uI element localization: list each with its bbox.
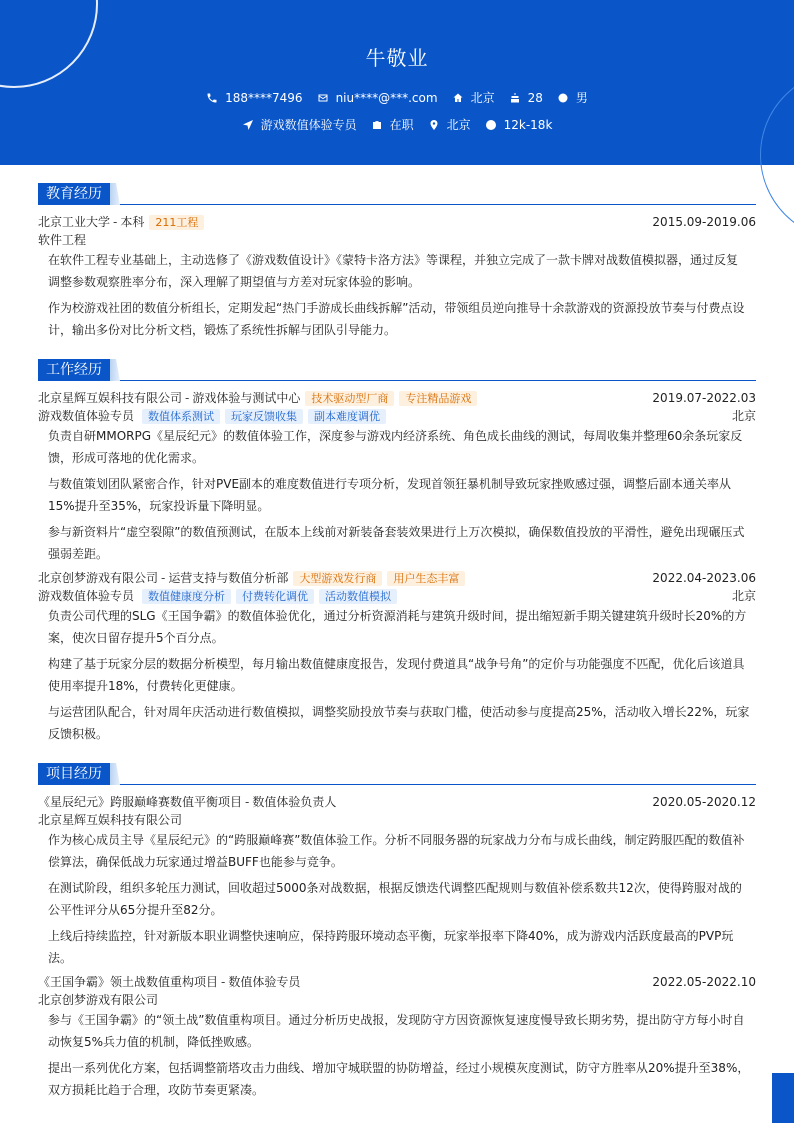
money-icon [485, 119, 497, 131]
job-city: 北京 [731, 409, 756, 423]
separator: - [185, 391, 190, 405]
project-company: 北京创梦游戏有限公司 [38, 993, 159, 1007]
decorative-corner-bar [772, 1073, 794, 1123]
projects-section-title [38, 763, 756, 785]
major: 软件工程 [38, 233, 87, 247]
separator: - [113, 215, 118, 229]
list-item: 提出一系列优化方案，包括调整箭塔攻击力曲线、增加守城联盟的协防增益，经过小规模灰度测试，防守方胜率从20%提升至38%， 双方损耗比趋于合理，攻防节奏更紧凑。 [48, 1061, 750, 1097]
role: 游戏数值体验专员 [38, 409, 135, 423]
section-label: 教育经历 [38, 183, 110, 205]
list-item: 在测试阶段，组织多轮压力测试，回收超过5000条对战数据，根据反馈迭代调整匹配规则与数值补偿系数共12次，使得跨服对战的 公平性评分从65分提升至82分。 [48, 881, 742, 917]
email-icon [317, 92, 329, 104]
skill-tag: 付费转化调优 [236, 589, 314, 604]
project-header [38, 793, 756, 811]
phone-icon [206, 92, 218, 104]
list-item: 构建了基于玩家分层的数据分析模型，每月输出数值健康度报告，发现付费道具“战争号角”的定价与功能强度不匹配，优化后该道具 使用率提升18%，付费转化更健康。 [48, 657, 745, 693]
phone-text: 188****7496 [225, 90, 303, 105]
gender-item [557, 89, 588, 106]
project-name: 《星辰纪元》跨服巅峰赛数值平衡项目 [38, 795, 243, 809]
school-name: 北京工业大学 [38, 215, 111, 229]
project-company: 北京星辉互娱科技有限公司 [38, 813, 183, 827]
phone-item [206, 91, 302, 105]
list-item: 与数值策划团队紧密合作，针对PVE副本的难度数值进行专项分析，发现首领狂暴机制导致玩家挫败感过强，调整后副本通关率从 15%提升至35%，玩家投诉量下降明显。 [48, 477, 732, 513]
list-item: 作为核心成员主导《星辰纪元》的“跨服巅峰赛”数值体验工作。分析不同服务器的玩家战力分布与成长曲线，制定跨服匹配的数值补 偿算法，确保低战力玩家通过增益BUFF也能参与竞争。 [48, 833, 745, 869]
project-header [38, 973, 756, 991]
separator: - [221, 975, 226, 989]
email-item [317, 91, 438, 105]
section-label: 项目经历 [38, 763, 110, 785]
job-date: 2019.07-2022.03 [652, 391, 756, 405]
list-item: 上线后持续监控，针对新版本职业调整快速响应，保持跨服环境动态平衡，玩家举报率下降40%，成为游戏内活跃度最高的PVP玩 法。 [48, 929, 734, 965]
location-text: 北京 [470, 91, 495, 105]
title-tail [110, 183, 120, 205]
project-date: 2022.05-2022.10 [652, 975, 756, 989]
skill-tag: 数值体系测试 [142, 409, 220, 424]
salary-item [485, 118, 553, 132]
status-text: 在职 [389, 118, 414, 132]
project-company-row [38, 811, 756, 829]
company-name: 北京创梦游戏有限公司 [38, 571, 159, 585]
skill-tag: 数值健康度分析 [142, 589, 231, 604]
separator: - [161, 571, 166, 585]
job-intent-row [0, 116, 794, 133]
company-tag: 技术驱动型厂商 [305, 391, 394, 406]
department: 游戏体验与测试中心 [192, 391, 301, 405]
role: 游戏数值体验专员 [38, 589, 135, 603]
project-role: 数值体验负责人 [252, 795, 337, 809]
candidate-name: 牛敬业 [365, 46, 429, 70]
list-item: 与运营团队配合，针对周年庆活动进行数值模拟，调整奖励投放节奏与获取门槛，使活动参与度提高25%，活动收入增长22%，玩家 反馈积极。 [48, 705, 750, 741]
job-date: 2022.04-2023.06 [652, 571, 756, 585]
salary-text: 12k-18k [503, 117, 553, 132]
home-icon [452, 92, 464, 104]
major-row [38, 231, 756, 249]
section-label: 工作经历 [38, 359, 110, 381]
briefcase-icon [371, 119, 383, 131]
email-text: niu****@***.com [335, 90, 438, 105]
department: 运营支持与数值分析部 [168, 571, 289, 585]
skill-tag: 玩家反馈收集 [225, 409, 303, 424]
job-city-item [428, 116, 471, 133]
company-name: 北京星辉互娱科技有限公司 [38, 391, 183, 405]
school-tag: 211工程 [149, 215, 204, 230]
company-tag: 大型游戏发行商 [293, 571, 382, 586]
age-text: 28 [527, 90, 543, 105]
company-tag: 用户生态丰富 [387, 571, 465, 586]
job-item [242, 116, 357, 133]
list-item: 作为校游戏社团的数值分析组长，定期发起“热门手游成长曲线拆解”活动，带领组员逆向推导十余款游戏的资源投放节奏与付费点设 计，输出多份对比分析文档，锻炼了系统性拆解与团队引导能力。 [48, 301, 745, 337]
job-city-text: 北京 [446, 118, 471, 132]
degree: 本科 [120, 215, 145, 229]
location-item [452, 89, 495, 106]
list-item: 参与新资料片“虚空裂隙”的数值预测试，在版本上线前对新装备套装效果进行上万次模拟，确保数值投放的平滑性，避免出现碾压式 强弱差距。 [48, 525, 745, 561]
project-date: 2020.05-2020.12 [652, 795, 756, 809]
project-company-row [38, 991, 756, 1009]
work-section-title [38, 359, 756, 381]
location-pin-icon [428, 119, 440, 131]
job-city: 北京 [731, 589, 756, 603]
list-item: 参与《王国争霸》的“领土战”数值重构项目。通过分析历史战报，发现防守方因资源恢复速度慢导致长期劣势，提出防守方每小时自 动恢复5%兵力值的机制，降低挫败感。 [48, 1013, 745, 1049]
job-text: 游戏数值体验专员 [260, 118, 357, 132]
contact-row [0, 89, 794, 106]
skill-tag: 副本难度调优 [308, 409, 386, 424]
list-item: 负责公司代理的SLG《王国争霸》的数值体验优化，通过分析资源消耗与建筑升级时间，提出缩短新手期关键建筑升级时长20%的方 案，使次日留存提升5个百分点。 [48, 609, 747, 645]
skill-tag: 活动数值模拟 [319, 589, 397, 604]
job-header [38, 569, 756, 587]
send-icon [242, 119, 254, 131]
role-row [38, 587, 756, 605]
project-role: 数值体验专员 [228, 975, 301, 989]
education-date: 2015.09-2019.06 [652, 215, 756, 229]
gender-text: 男 [575, 91, 588, 105]
status-item [371, 116, 414, 133]
company-tag: 专注精品游戏 [399, 391, 477, 406]
project-name: 《王国争霸》领土战数值重构项目 [38, 975, 219, 989]
title-tail [110, 359, 120, 381]
gender-icon [557, 92, 569, 104]
header-banner [0, 0, 794, 165]
education-header [38, 213, 756, 231]
title-tail [110, 763, 120, 785]
job-header [38, 389, 756, 407]
education-section-title [38, 183, 756, 205]
age-item [509, 91, 543, 105]
separator: - [245, 795, 250, 809]
list-item: 在软件工程专业基础上，主动选修了《游戏数值设计》《蒙特卡洛方法》等课程，并独立完成了一款卡牌对战数值模拟器，通过反复 调整参数观察胜率分布，深入理解了期望值与方差对玩家体验的影响。 [48, 253, 739, 289]
role-row [38, 407, 756, 425]
cake-icon [509, 92, 521, 104]
list-item: 负责自研MMORPG《星辰纪元》的数值体验工作，深度参与游戏内经济系统、角色成长曲线的测试，每周收集并整理60余条玩家反 馈，形成可落地的优化需求。 [48, 429, 743, 465]
